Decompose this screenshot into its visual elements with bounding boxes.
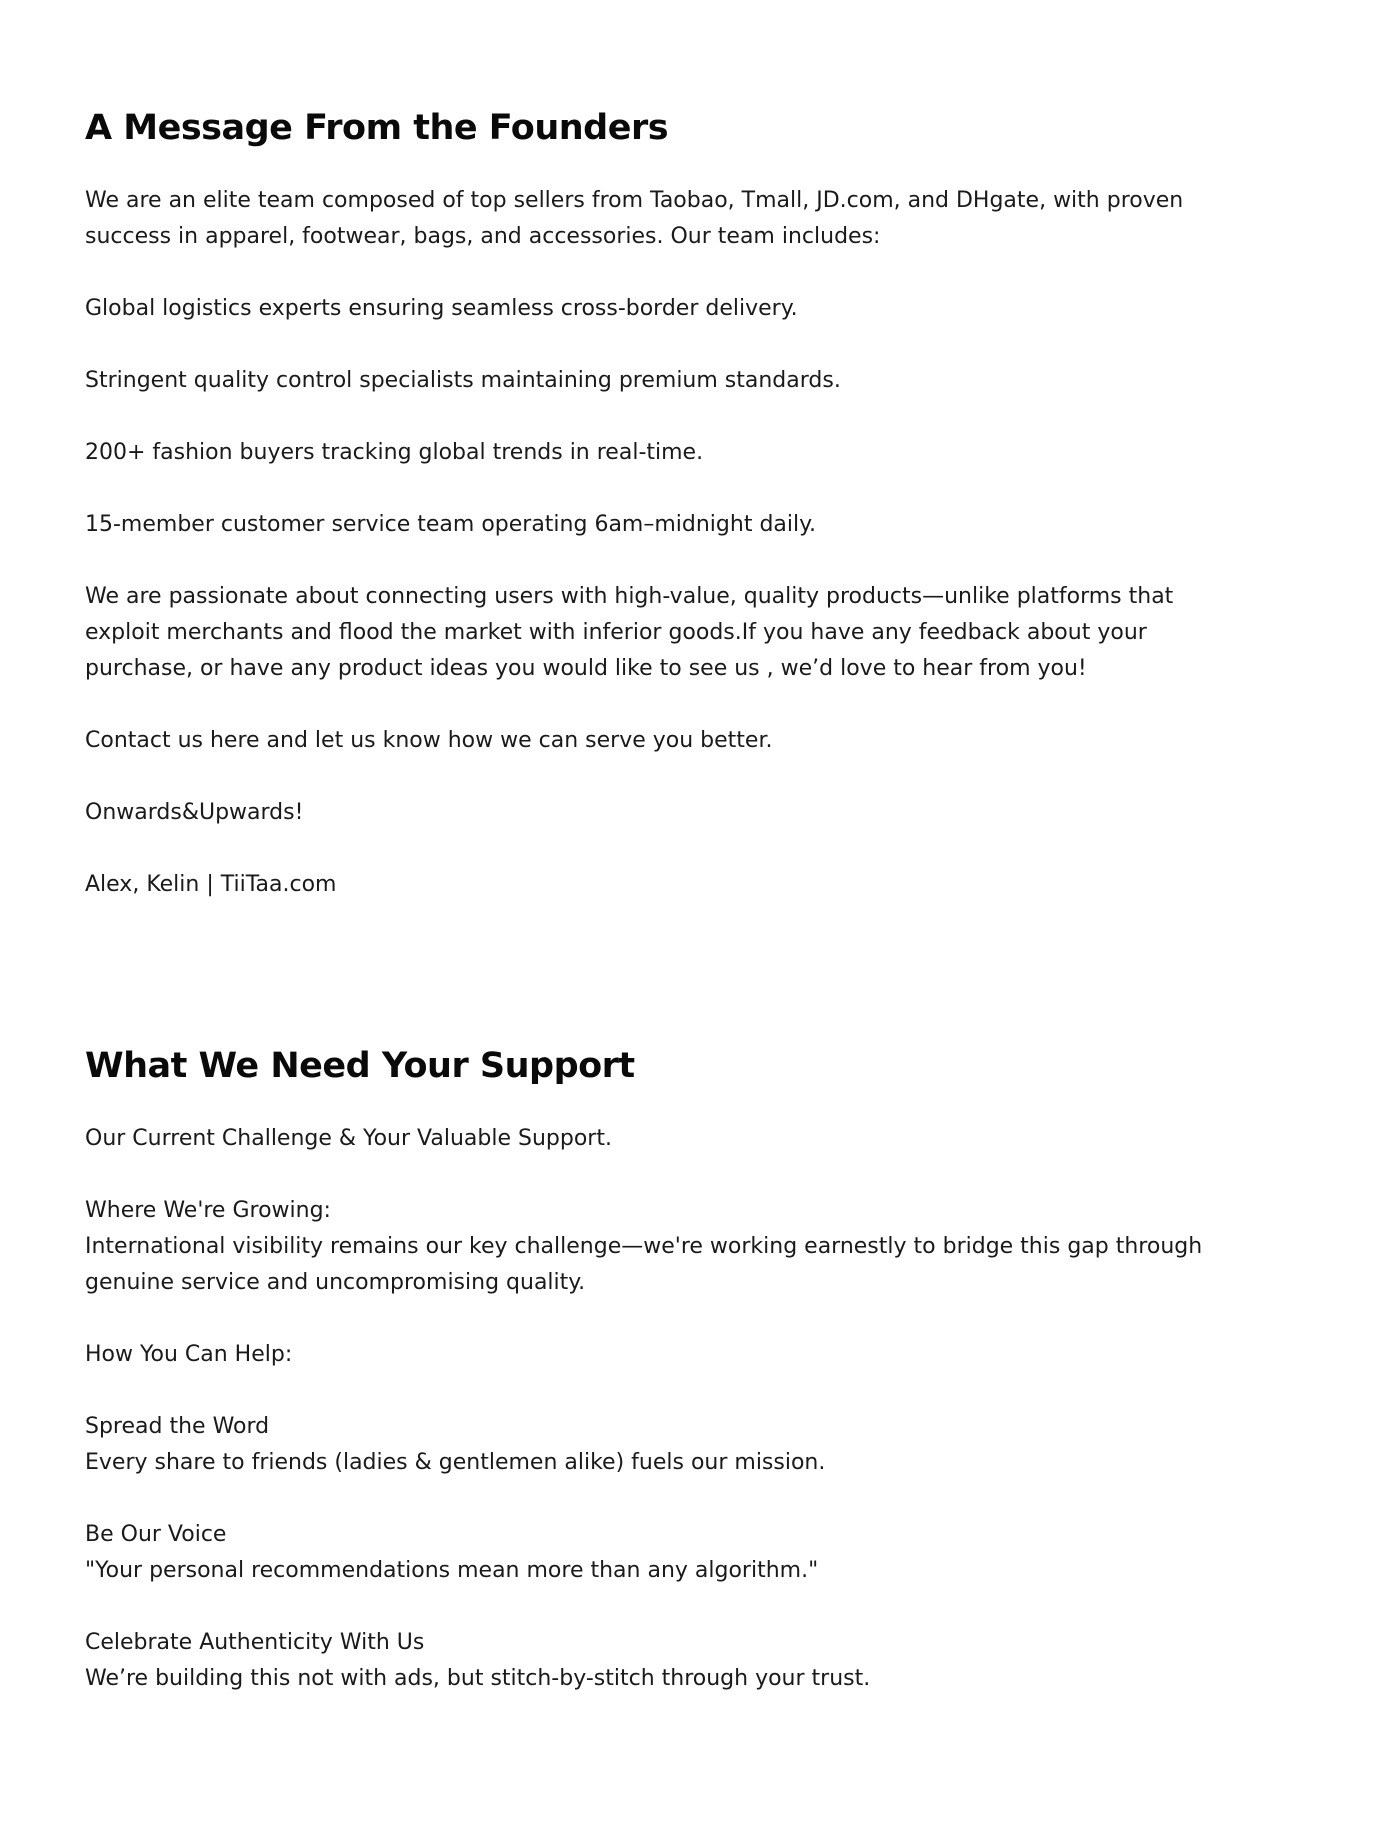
support-subtitle: Our Current Challenge & Your Valuable Support. xyxy=(85,1126,612,1151)
growing-text: International visibility remains our key challenge—we're working earnestly to bridge this gap through genuine service and uncompromising quality. xyxy=(85,1234,1203,1295)
founders-title: A Message From the Founders xyxy=(85,108,669,148)
team-item-service: 15-member customer service team operating 6am–midnight daily. xyxy=(85,512,816,537)
founders-intro: We are an elite team composed of top sellers from Taobao, Tmall, JD.com, and DHgate, with proven success in apparel, footwear, bags, and accessories. Our team includes: xyxy=(85,188,1184,249)
team-item-quality: Stringent quality control specialists maintaining premium standards. xyxy=(85,368,841,393)
help-item-text: We’re building this not with ads, but stitch-by-stitch through your trust. xyxy=(85,1666,871,1691)
founders-signature: Alex, Kelin | TiiTaa.com xyxy=(85,872,337,897)
growing-section xyxy=(85,1193,1205,1301)
help-item-text: "Your personal recommendations mean more than any algorithm." xyxy=(85,1558,819,1583)
help-heading: How You Can Help: xyxy=(85,1342,293,1367)
help-item-heading: Be Our Voice xyxy=(85,1522,227,1547)
team-item-logistics: Global logistics experts ensuring seamless cross-border delivery. xyxy=(85,296,798,321)
growing-heading: Where We're Growing: xyxy=(85,1198,331,1223)
help-item-text: Every share to friends (ladies & gentlemen alike) fuels our mission. xyxy=(85,1450,826,1475)
support-body xyxy=(85,1121,1205,1697)
founders-contact: Contact us here and let us know how we can serve you better. xyxy=(85,728,773,753)
founders-passion: We are passionate about connecting users with high-value, quality products—unlike platforms that exploit merchants and flood the market with inferior goods.If you have any feedback about your purchase, or have any product ideas you would like to see us , we’d love to hear from you! xyxy=(85,584,1174,681)
support-title: What We Need Your Support xyxy=(85,1046,635,1086)
help-item-authenticity xyxy=(85,1625,1205,1697)
founders-closing: Onwards&Upwards! xyxy=(85,800,304,825)
help-item-spread xyxy=(85,1409,1205,1481)
help-item-voice xyxy=(85,1517,1205,1589)
team-item-buyers: 200+ fashion buyers tracking global trends in real-time. xyxy=(85,440,704,465)
founders-body xyxy=(85,183,1205,903)
help-item-heading: Celebrate Authenticity With Us xyxy=(85,1630,425,1655)
help-item-heading: Spread the Word xyxy=(85,1414,270,1439)
